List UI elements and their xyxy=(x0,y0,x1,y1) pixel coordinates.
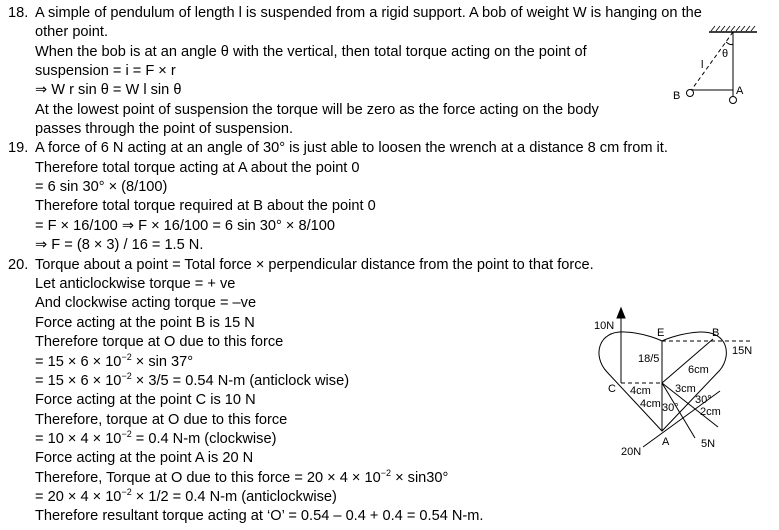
text-line: At the lowest point of suspension the torque will be zero as the force acting on the body xyxy=(35,102,599,118)
question-number: 18. xyxy=(8,5,29,21)
text-line: Therefore torque at O due to this force xyxy=(35,334,284,350)
point-a-label: A xyxy=(736,85,744,97)
figure-label: 30° xyxy=(695,394,712,406)
question-number: 20. xyxy=(8,257,29,273)
text-line: Therefore, torque at O due to this force xyxy=(35,412,288,428)
text-line: other point. xyxy=(35,24,109,40)
text-line: Therefore total torque required at B about the point 0 xyxy=(35,198,376,214)
point-b-label: B xyxy=(673,90,681,102)
figure-label: 4cm xyxy=(640,398,661,410)
text-line: Force acting at the point A is 20 N xyxy=(35,450,254,466)
text-line: = $20 \times 4 \times 10^{-2} \times 1/2 = 0.4$ N-m (anticlockwise) xyxy=(35,487,337,505)
figure-label: 10N xyxy=(594,320,615,332)
text-line: Force acting at the point B is 15 N xyxy=(35,315,255,331)
figure-label: C xyxy=(608,383,616,395)
text-line: = $10 \times 4 \times 10^{-2} = 0.4$ N-m (clockwise) xyxy=(35,429,277,447)
text-line: suspension = i = F × r xyxy=(35,63,176,79)
figure-label: 18/5 xyxy=(638,353,660,365)
pendulum-figure xyxy=(673,26,757,104)
text-line: And clockwise acting torque = –ve xyxy=(35,295,257,311)
figure-label: 3cm xyxy=(675,383,696,395)
theta-label: θ xyxy=(722,48,729,60)
text-line: ⇒ F = (8 × 3) / 16 = 1.5 N. xyxy=(35,237,204,253)
text-line: A force of 6 N acting at an angle of 30° is just able to loosen the wrench at a distance 8 cm from it. xyxy=(35,140,668,156)
figure-label: E xyxy=(657,327,665,339)
figure-label: 15N xyxy=(732,345,753,357)
figure-label: 5N xyxy=(701,438,716,450)
figure-label: B xyxy=(712,327,720,339)
text-line: = 6 sin 30° × (8/100) xyxy=(35,179,168,195)
text-line: Therefore resultant torque acting at ‘O’ = 0.54 – 0.4 + 0.4 = 0.54 N-m. xyxy=(35,508,484,524)
text-line: Torque about a point = Total force × perpendicular distance from the point to that force. xyxy=(35,257,594,273)
text-line: Force acting at the point C is 10 N xyxy=(35,392,256,408)
text-line: ⇒ W r sin θ = W l sin θ xyxy=(35,82,182,98)
text-line: Therefore total torque acting at A about the point 0 xyxy=(35,160,360,176)
length-label: l xyxy=(701,59,704,71)
figure-label: A xyxy=(662,436,670,448)
text-line: = F × 16/100 ⇒ F × 16/100 = 6 sin 30° × 8/100 xyxy=(35,218,336,234)
figure-label: 2cm xyxy=(700,406,721,418)
text-line: = $15 \times 6 \times 10^{-2} \times 3/5 = 0.54$ N-m (anticlock wise) xyxy=(35,371,350,389)
text-line: When the bob is at an angle θ with the vertical, then total torque acting on the point of xyxy=(35,44,587,60)
question-number: 19. xyxy=(8,140,29,156)
text-line: Therefore, Torque at O due to this force = $20 \times 4 \times 10^{-2} \times \sin 30^\circ$ xyxy=(35,468,449,486)
text-line: passes through the point of suspension. xyxy=(35,121,293,137)
heart-figure xyxy=(599,308,753,447)
text-line: = $15 \times 6 \times 10^{-2} \times \sin 37^\circ$ xyxy=(35,352,194,370)
figure-label: 30° xyxy=(662,402,679,414)
text-line: Let anticlockwise torque = + ve xyxy=(35,276,236,292)
figure-label: 20N xyxy=(621,446,642,458)
figure-label: 4cm xyxy=(630,385,651,397)
text-line: A simple of pendulum of length l is suspended from a rigid support. A bob of weight W is hanging on the xyxy=(35,5,702,21)
figure-label: 6cm xyxy=(688,364,709,376)
